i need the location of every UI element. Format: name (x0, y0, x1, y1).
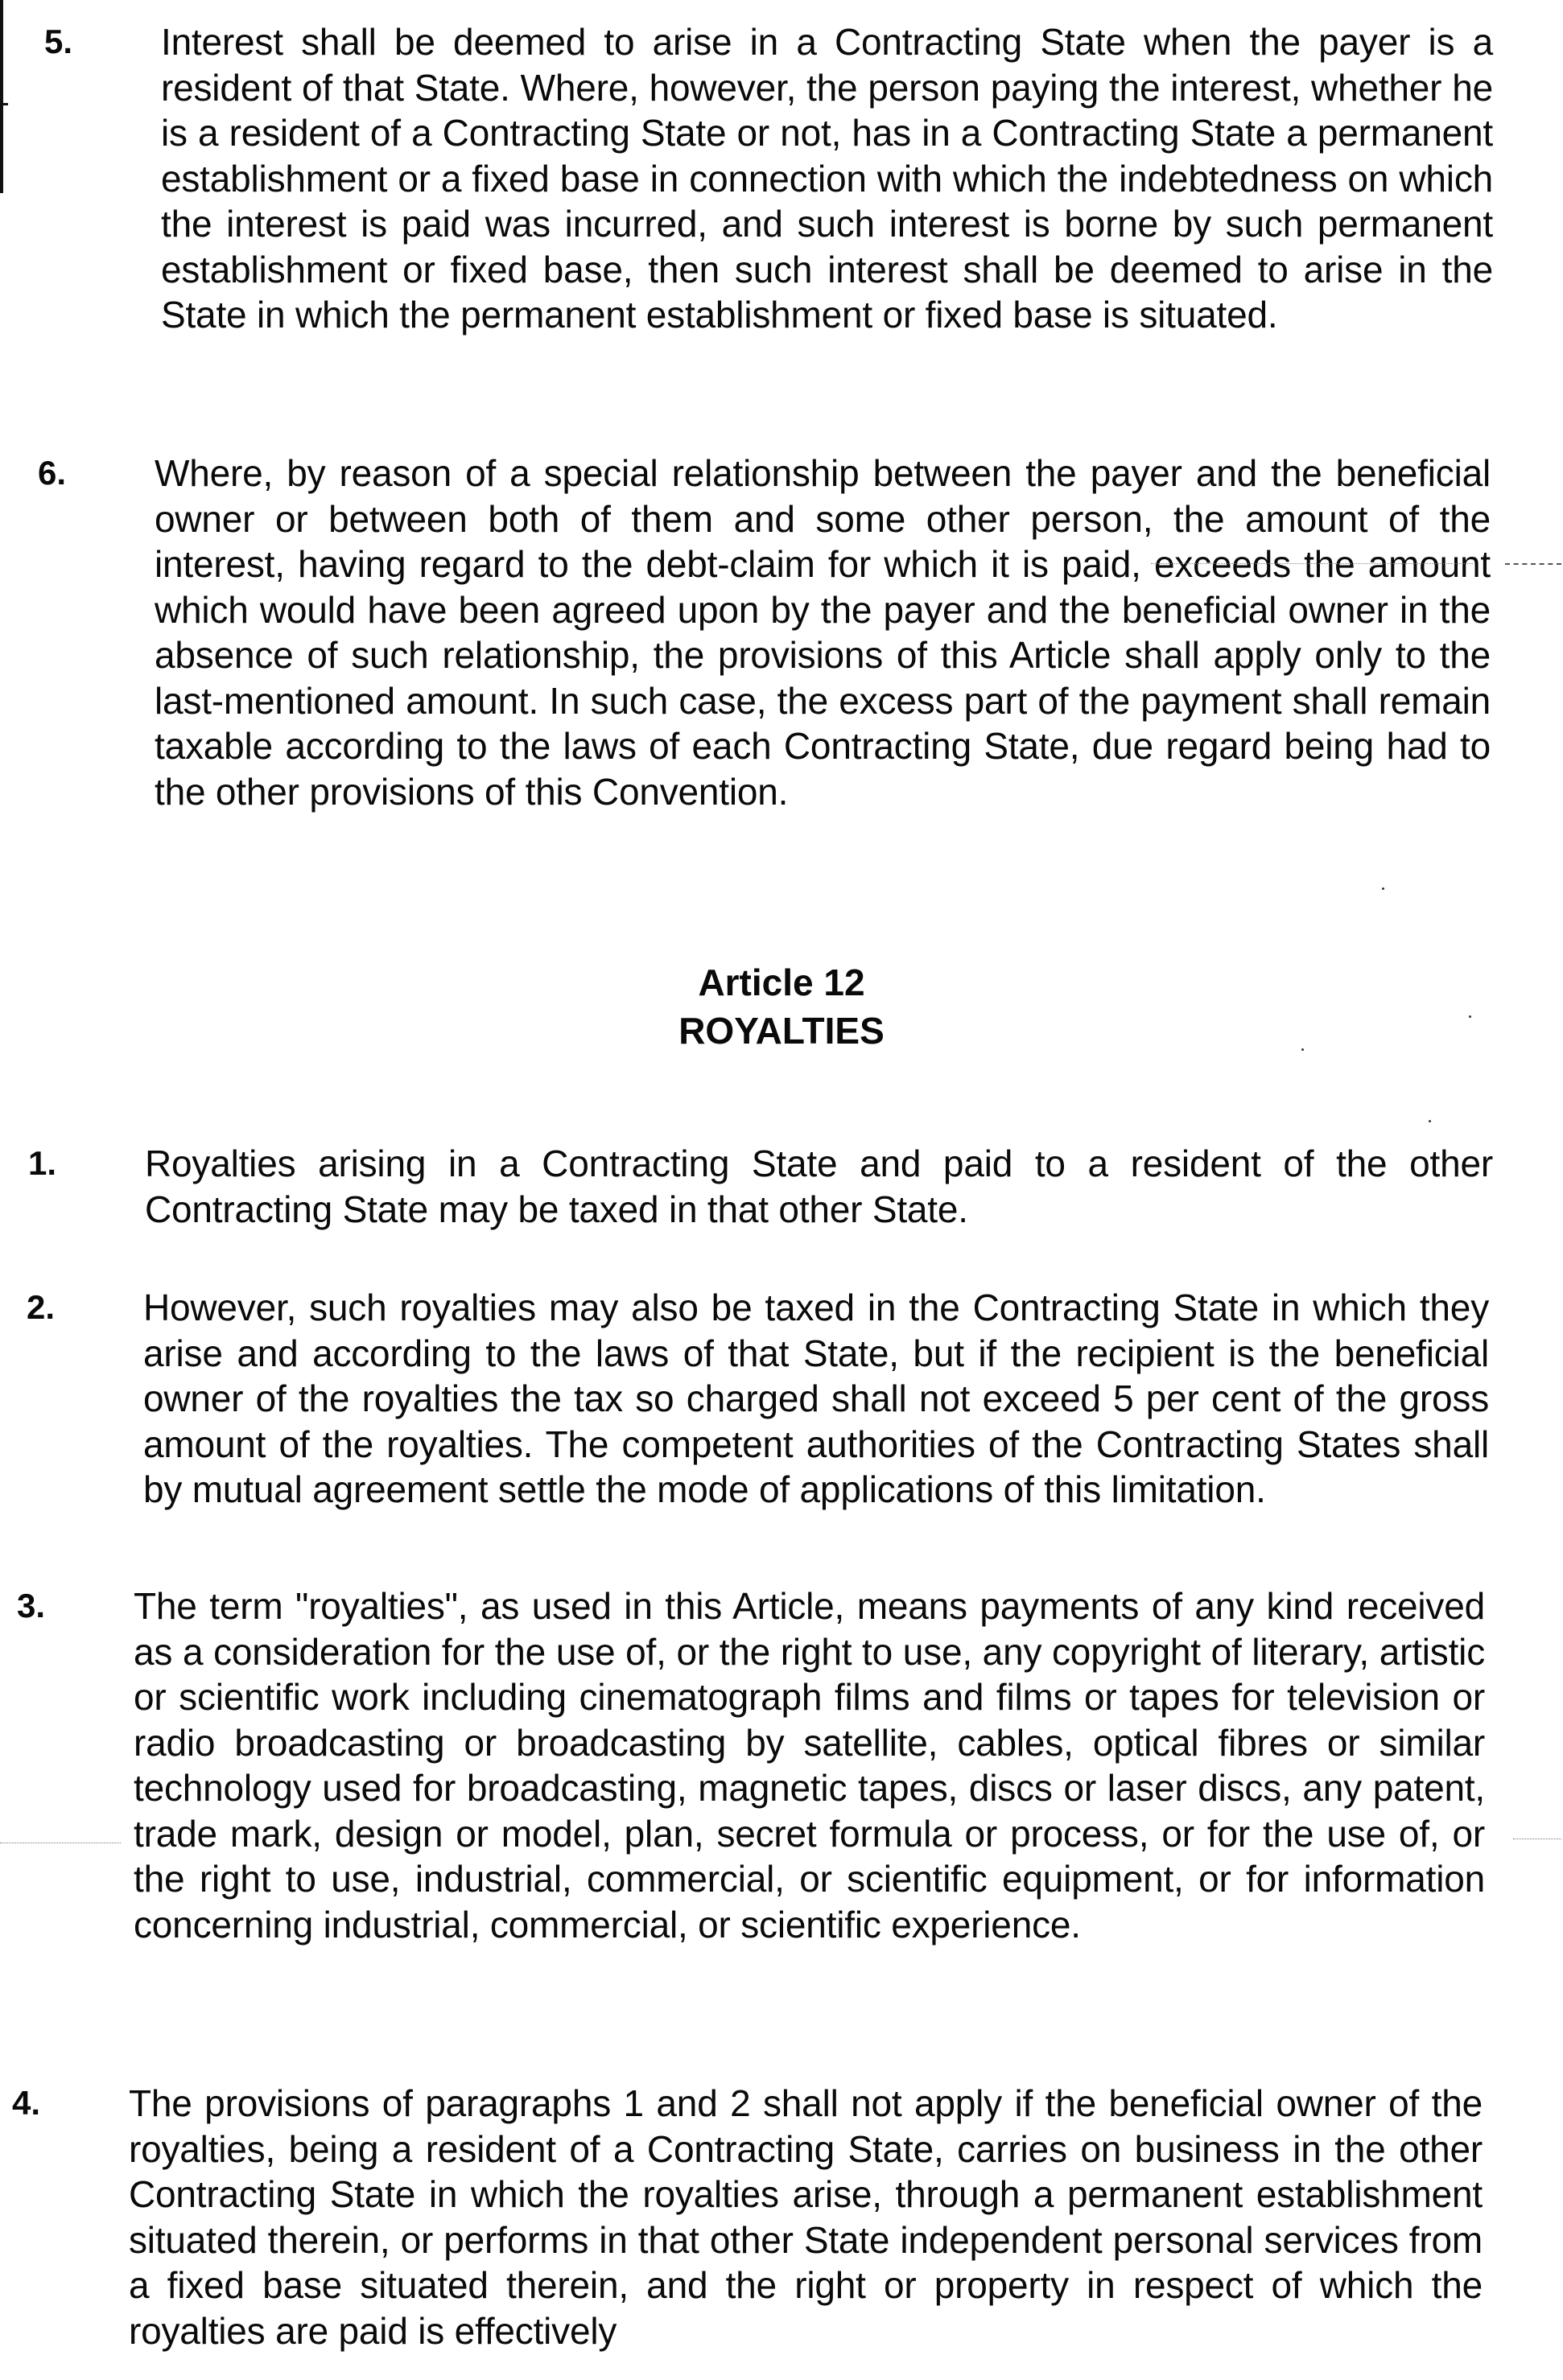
paragraph-text: However, such royalties may also be taxed in the Contracting State in which they arise and according to the laws of that State, but if the recipient is the beneficial owner of the royalties the tax so charged shall not exceed 5 per cent of the gross amount of the royalties. The competent authorities of the Contracting States shall by mutual agreement settle the mode of applications of this limitation. (143, 1287, 1489, 1510)
scan-speck (1301, 1048, 1304, 1051)
scan-speck (1382, 887, 1384, 890)
article-12-paragraph-4 (12, 2081, 1483, 2353)
article-12-paragraph-1 (28, 1141, 1493, 1232)
paragraph-text: Where, by reason of a special relationship between the payer and the beneficial owner or between both of them and some other person, the amount of the interest, having regard to the debt-claim for which it is paid, exceeds the amount which would have been agreed upon by the payer and the beneficial owner in the absence of such relationship, the provisions of this Article shall apply only to the last-mentioned amount. In such case, the excess part of the payment shall remain taxable according to the laws of each Contracting State, due regard being had to the other provisions of this Convention. (155, 452, 1491, 813)
paragraph-text: The term "royalties", as used in this Article, means payments of any kind received as a consideration for the use of, or the right to use, any copyright of literary, artistic or scientific work including cinematograph films and films or tapes for television or radio broadcasting or broadcasting by satellite, cables, optical fibres or similar technology used for broadcasting, magnetic tapes, discs or laser discs, any patent, trade mark, design or model, plan, secret formula or process, or for the use of, or the right to use, industrial, commercial, or scientific equipment, or for information concerning industrial, commercial, or scientific experience. (134, 1585, 1485, 1946)
paragraph-number: 4. (12, 2084, 41, 2122)
article-heading: Article 12 (698, 961, 865, 1003)
article-title: ROYALTIES (678, 1010, 885, 1052)
scan-artifact-dash (1513, 1839, 1561, 1841)
article-12-paragraph-2 (27, 1285, 1489, 1513)
paragraph-6 (38, 451, 1491, 814)
paragraph-number: 5. (44, 23, 73, 60)
paragraph-number: 3. (17, 1587, 46, 1624)
scan-artifact-dash (1505, 563, 1561, 566)
paragraph-5 (44, 19, 1493, 338)
paragraph-text: The provisions of paragraphs 1 and 2 shall not apply if the beneficial owner of the royalties, being a resident of a Contracting State, carries on business in the other Contracting State in which the royalties arise, through a permanent establishment situated therein, or performs in that other State independent personal services from a fixed base situated therein, and the right or property in respect of which the royalties are paid is effectively (129, 2082, 1483, 2352)
paragraph-number: 2. (27, 1288, 56, 1326)
paragraph-number: 1. (28, 1144, 57, 1182)
scan-edge-mark (3, 103, 8, 105)
paragraph-text: Interest shall be deemed to arise in a Contracting State when the payer is a resident of that State. Where, however, the person paying the interest, whether he is a resident of a Contracting State or not, has in a Contracting State a permanent establishment or a fixed base in connection with which the indebtedness on which the interest is paid was incurred, and such interest is borne by such permanent establishment or fixed base, then such interest shall be deemed to arise in the State in which the permanent establishment or fixed base is situated. (161, 21, 1493, 336)
scan-artifact-dash (0, 1843, 121, 1845)
scan-artifact-dash (1151, 563, 1473, 566)
scan-speck (1429, 1120, 1431, 1122)
paragraph-text: Royalties arising in a Contracting State and paid to a resident of the other Contracting State may be taxed in that other State. (145, 1143, 1493, 1230)
article-12-paragraph-3 (17, 1583, 1485, 1947)
scan-edge-line (0, 0, 3, 193)
scan-speck (1469, 1015, 1471, 1018)
paragraph-number: 6. (38, 454, 67, 492)
